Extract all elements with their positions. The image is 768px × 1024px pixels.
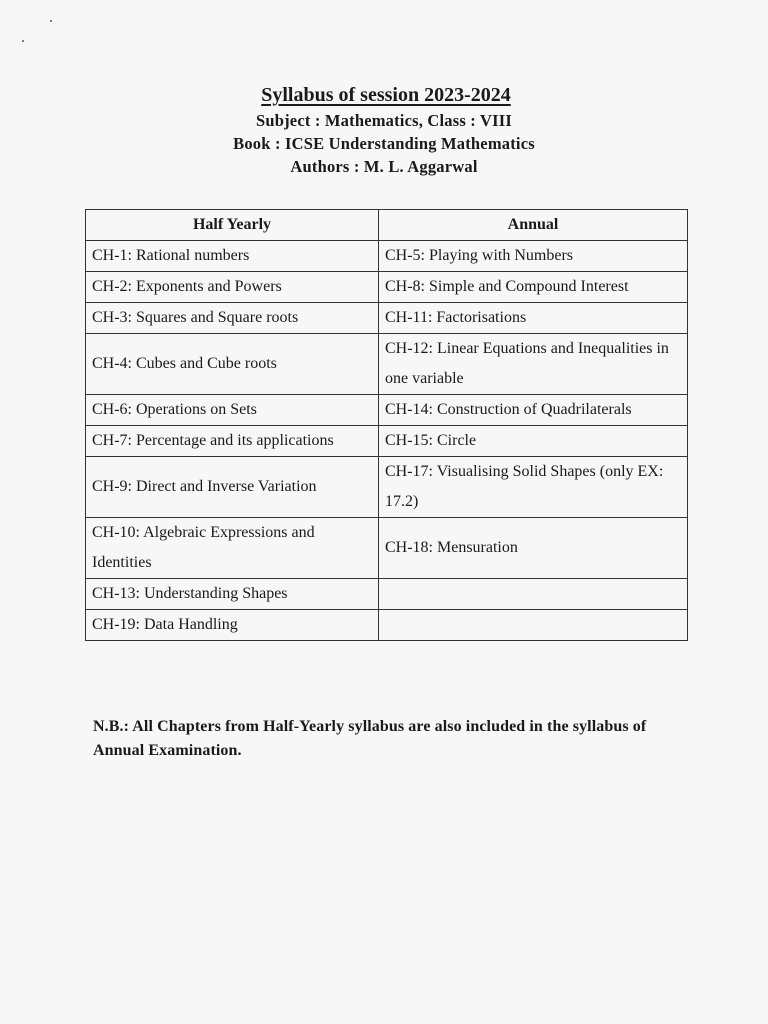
annual-cell: CH-18: Mensuration <box>379 518 688 579</box>
half-yearly-cell: CH-6: Operations on Sets <box>86 395 379 426</box>
annual-cell <box>379 579 688 610</box>
half-yearly-cell: CH-7: Percentage and its applications <box>86 426 379 457</box>
table-row <box>86 334 688 395</box>
annual-cell: CH-11: Factorisations <box>379 303 688 334</box>
half-yearly-cell: CH-1: Rational numbers <box>86 241 379 272</box>
page-title: Syllabus of session 2023-2024 <box>261 84 511 106</box>
table-row <box>86 241 688 272</box>
annual-cell: CH-5: Playing with Numbers <box>379 241 688 272</box>
annual-cell: CH-15: Circle <box>379 426 688 457</box>
authors-line: Authors : M. L. Aggarwal <box>290 157 478 176</box>
scan-speck <box>50 20 52 22</box>
annual-cell: CH-8: Simple and Compound Interest <box>379 272 688 303</box>
table-row <box>86 272 688 303</box>
table-row <box>86 610 688 641</box>
subject-line: Subject : Mathematics, Class : VIII <box>255 111 512 130</box>
annual-cell: CH-12: Linear Equations and Inequalities in one variable <box>379 334 688 395</box>
half-yearly-cell: CH-4: Cubes and Cube roots <box>86 334 379 395</box>
half-yearly-cell: CH-2: Exponents and Powers <box>86 272 379 303</box>
table-row <box>86 395 688 426</box>
half-yearly-cell: CH-3: Squares and Square roots <box>86 303 379 334</box>
column-header-annual: Annual <box>379 210 688 241</box>
table-row <box>86 518 688 579</box>
note-paragraph: N.B.: All Chapters from Half-Yearly syllabus are also included in the syllabus of Annual Examination. <box>93 718 647 759</box>
half-yearly-cell: CH-13: Understanding Shapes <box>86 579 379 610</box>
book-line: Book : ICSE Understanding Mathematics <box>233 134 535 153</box>
annual-cell: CH-17: Visualising Solid Shapes (only EX: 17.2) <box>379 457 688 518</box>
scan-speck <box>22 40 24 42</box>
column-header-half-yearly: Half Yearly <box>86 210 379 241</box>
table-row <box>86 303 688 334</box>
half-yearly-cell: CH-19: Data Handling <box>86 610 379 641</box>
syllabus-table <box>85 209 688 641</box>
annual-cell <box>379 610 688 641</box>
table-row <box>86 426 688 457</box>
annual-cell: CH-14: Construction of Quadrilaterals <box>379 395 688 426</box>
table-header-row <box>86 210 688 241</box>
table-row <box>86 579 688 610</box>
half-yearly-cell: CH-9: Direct and Inverse Variation <box>86 457 379 518</box>
half-yearly-cell: CH-10: Algebraic Expressions and Identities <box>86 518 379 579</box>
table-row <box>86 457 688 518</box>
